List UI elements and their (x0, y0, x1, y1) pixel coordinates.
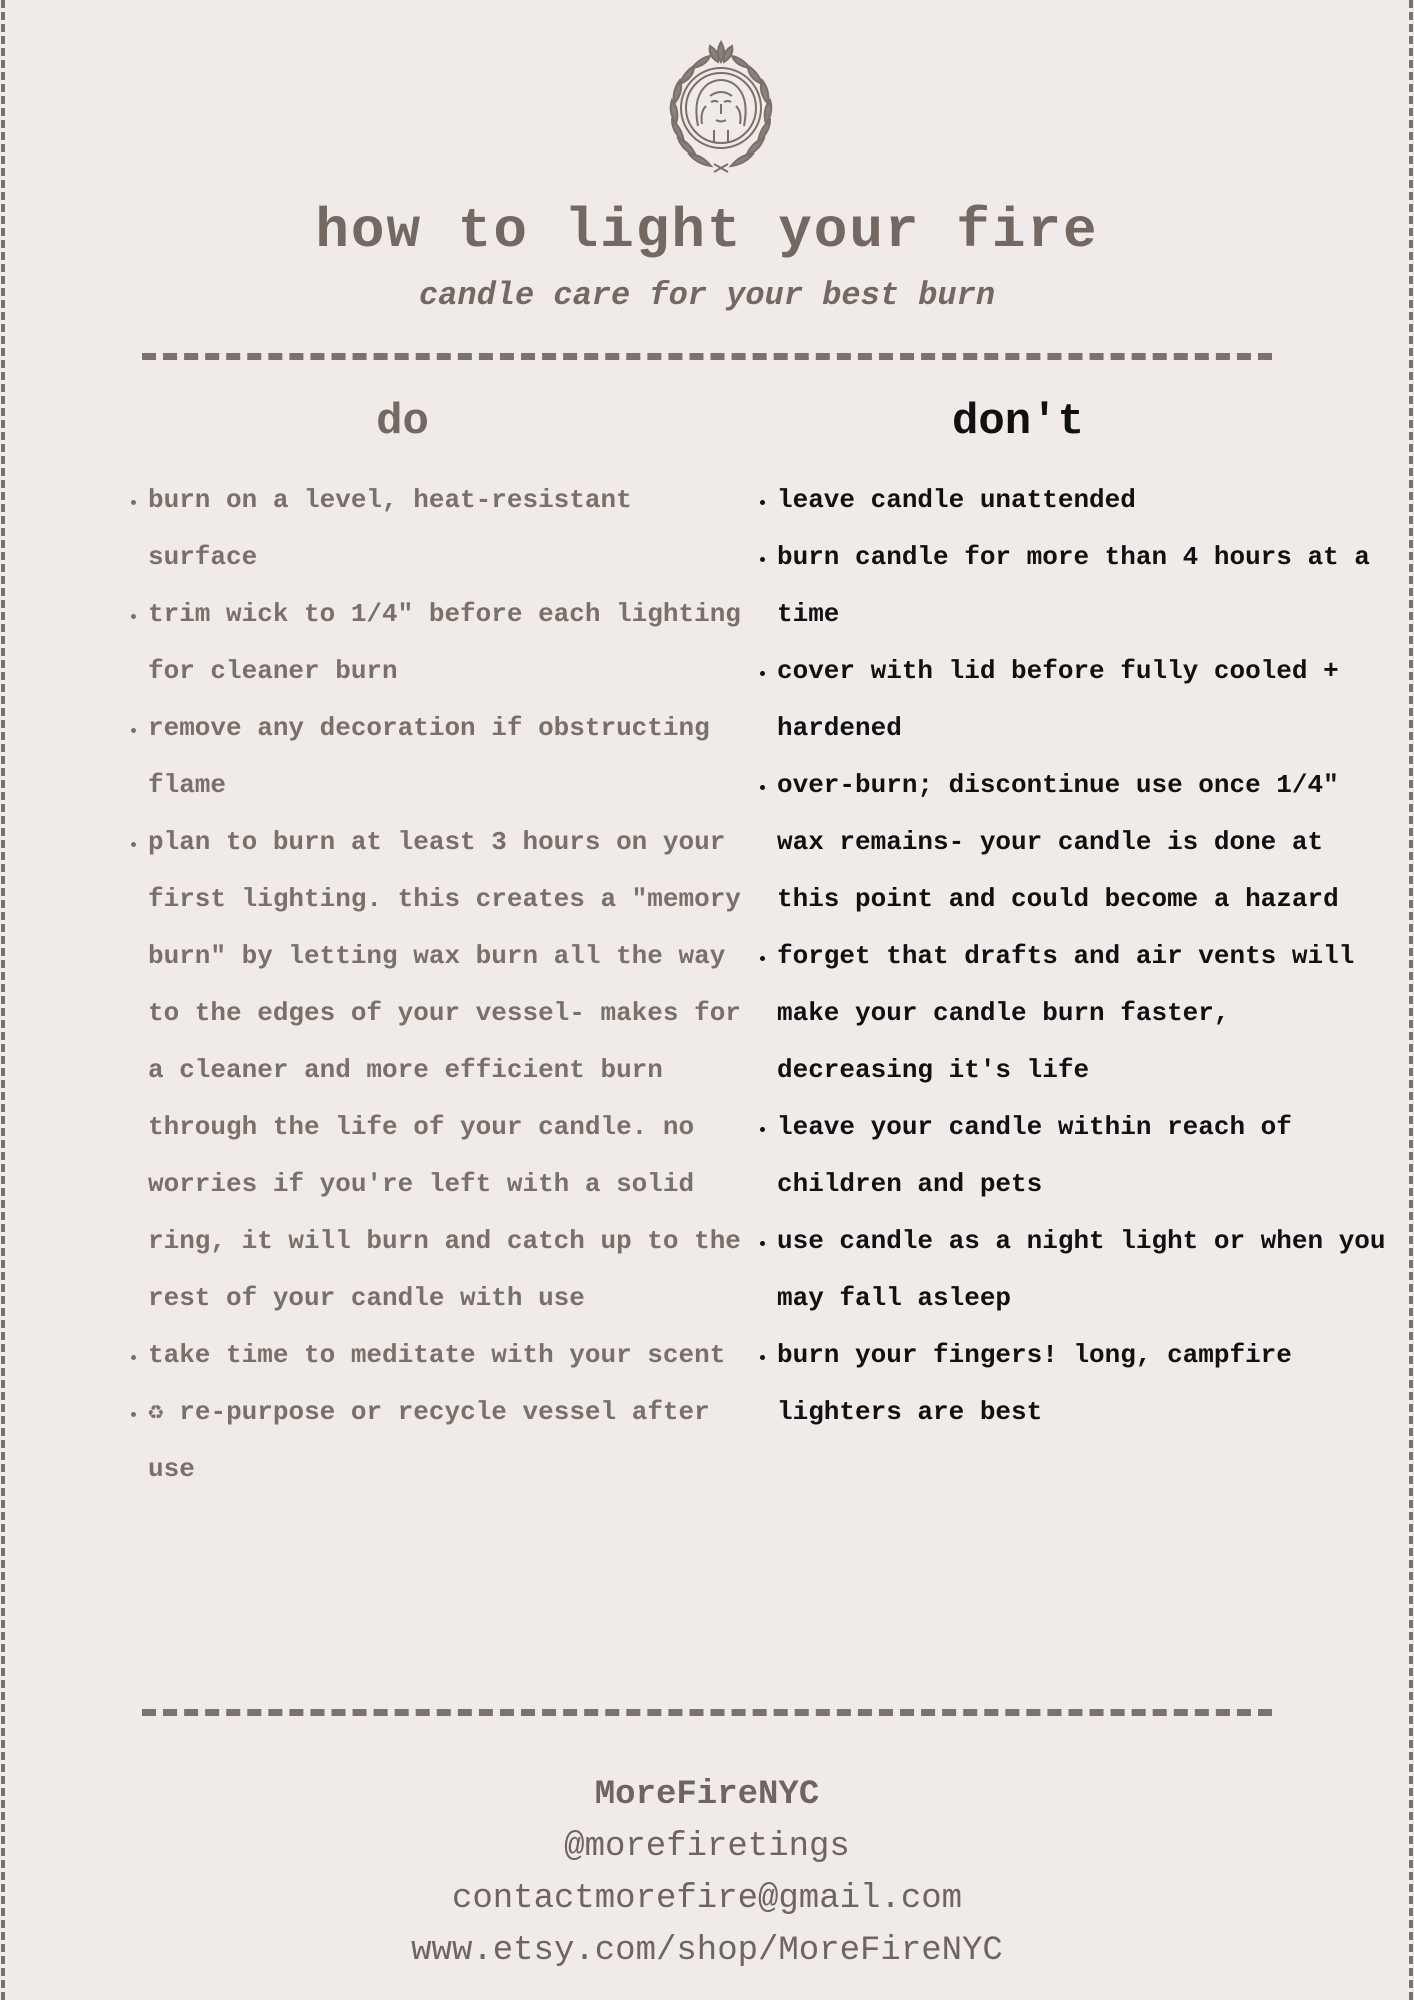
woman-portrait-laurel-wreath-logo (656, 38, 786, 174)
list-item: • over-burn; discontinue use once 1/4" wax remains- your candle is done at this point and could become a hazard (777, 757, 1397, 928)
list-item: • leave your candle within reach of children and pets (777, 1099, 1397, 1213)
list-item: • ♻ re-purpose or recycle vessel after use (148, 1384, 748, 1498)
bottom-divider (142, 1709, 1272, 1716)
list-item: • forget that drafts and air vents will make your candle burn faster, decreasing it's life (777, 928, 1397, 1099)
list-item: • burn your fingers! long, campfire lighters are best (777, 1327, 1397, 1441)
list-item: • plan to burn at least 3 hours on your first lighting. this creates a "memory burn" by letting wax burn all the way to the edges of your vessel- makes for a cleaner and more efficient burn through the life of your candle. no worries if you're left with a solid ring, it will burn and catch up to the rest of your candle with use (148, 814, 748, 1327)
page-title: how to light your fire (315, 199, 1099, 263)
list-item: • use candle as a night light or when you may fall asleep (777, 1213, 1397, 1327)
page-subtitle: candle care for your best burn (418, 277, 996, 314)
list-item: • burn on a level, heat-resistant surface (148, 472, 748, 586)
brand-name: MoreFireNYC (594, 1776, 820, 1814)
list-item: • trim wick to 1/4" before each lighting for cleaner burn (148, 586, 748, 700)
do-list (120, 472, 748, 1498)
list-item: • cover with lid before fully cooled + hardened (777, 643, 1397, 757)
dont-column-heading: don't (951, 397, 1085, 447)
list-item: • burn candle for more than 4 hours at a time (777, 529, 1397, 643)
shop-url: www.etsy.com/shop/MoreFireNYC (411, 1932, 1003, 1970)
list-item: • leave candle unattended (777, 472, 1397, 529)
social-handle: @morefiretings (564, 1828, 850, 1866)
do-column-heading: do (376, 397, 429, 447)
list-item: • remove any decoration if obstructing flame (148, 700, 748, 814)
dont-list (749, 472, 1397, 1441)
contact-email: contactmorefire@gmail.com (451, 1880, 963, 1918)
top-divider (142, 353, 1272, 360)
list-item: • take time to meditate with your scent (148, 1327, 748, 1384)
